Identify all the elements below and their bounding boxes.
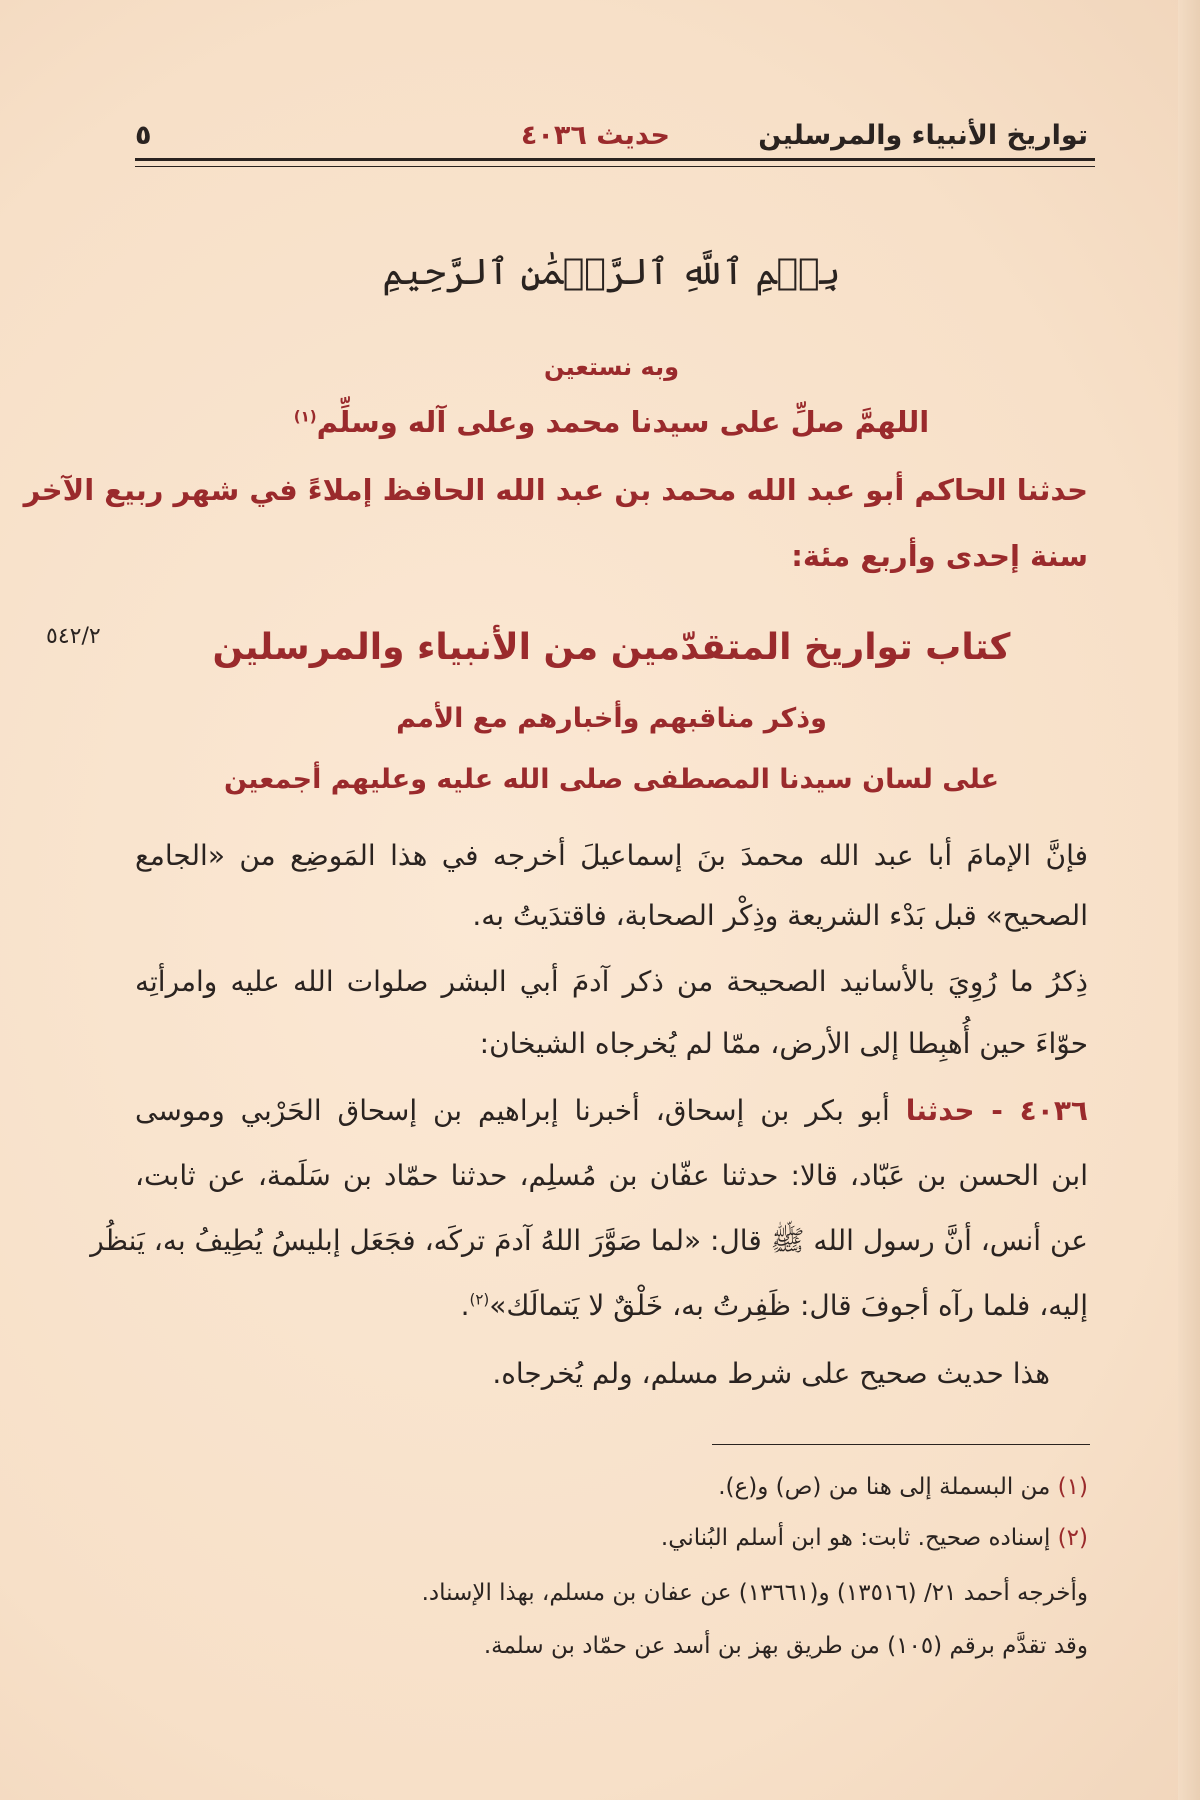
isnad-line: حدثنا الحاكم أبو عبد الله محمد بن عبد الله الحافظ إملاءً في شهر ربيع الآخر <box>23 473 1088 507</box>
hadith-verdict: هذا حديث صحيح على شرط مسلم، ولم يُخرجاه. <box>492 1357 1050 1390</box>
footnote-ref: (١) <box>293 407 317 426</box>
footnote: (٢) إسناده صحيح. ثابت: هو ابن أسلم البُناني. <box>660 1525 1088 1551</box>
book-subtitle: على لسان سيدنا المصطفى صلى الله عليه وعليهم أجمعين <box>223 764 1000 795</box>
footnote: وأخرجه أحمد ٢١/ (١٣٥١٦) و(١٣٦٦١) عن عفان بن مسلم، بهذا الإسناد. <box>421 1580 1088 1606</box>
paragraph-line: الصحيح» قبل بَدْء الشريعة وذِكْر الصحابة، فاقتدَيتُ به. <box>472 899 1088 932</box>
salawat: اللهمَّ صلِّ على سيدنا محمد وعلى آله وسلِّم$^{(١)}$ <box>293 405 930 439</box>
footnote-ref: (٢) <box>469 1290 490 1309</box>
paragraph-line: حوّاءَ حين أُهبِطا إلى الأرض، ممّا لم يُخرجاه الشيخان: <box>479 1027 1088 1060</box>
page-number: ٥ <box>135 120 152 151</box>
hadith-line: ابن الحسن بن عَبّاد، قالا: حدثنا عفّان بن مُسلِم، حدثنا حمّاد بن سَلَمة، عن ثابت، <box>135 1159 1088 1192</box>
book-title: كتاب تواريخ المتقدّمين من الأنبياء والمرسلين <box>212 627 1011 668</box>
isnad-line: سنة إحدى وأربع مئة: <box>791 539 1088 573</box>
basmala: بِسۡمِ ٱللَّهِ ٱلرَّحۡمَٰنِ ٱلرَّحِيمِ <box>382 252 841 293</box>
hadith-label: حديث ٤٠٣٦ <box>520 120 670 151</box>
page-edge <box>1178 0 1200 1800</box>
footnote: وقد تقدَّم برقم (١٠٥) من طريق بهز بن أسد عن حمّاد بن سلمة. <box>483 1633 1088 1659</box>
paragraph-line: ذِكرُ ما رُوِيَ بالأسانيد الصحيحة من ذكر آدمَ أبي البشر صلوات الله عليه وامرأتِه <box>135 965 1088 998</box>
hadith-line: ٤٠٣٦ - حدثنا أبو بكر بن إسحاق، أخبرنا إبراهيم بن إسحاق الحَرْبي وموسى <box>135 1094 1088 1127</box>
header-rule <box>135 158 1095 167</box>
hadith-number: ٤٠٣٦ - حدثنا <box>905 1094 1088 1127</box>
running-title: تواريخ الأنبياء والمرسلين <box>758 120 1088 151</box>
hadith-line: عن أنس، أنَّ رسول الله ﷺ قال: «لما صَوَّرَ اللهُ آدمَ تركَه، فجَعَل إبليسُ يُطِيفُ به، يَنظُر <box>90 1224 1088 1257</box>
book-subtitle: وذكر مناقبهم وأخبارهم مع الأمم <box>396 703 827 734</box>
footnote: (١) من البسملة إلى هنا من (ص) و(ع). <box>718 1474 1088 1500</box>
hadith-line: إليه، فلما رآه أجوفَ قال: ظَفِرتُ به، خَلْقٌ لا يَتمالَك»$^{(٢)}$. <box>460 1289 1088 1322</box>
paragraph-line: فإنَّ الإمامَ أبا عبد الله محمدَ بنَ إسماعيلَ أخرجه في هذا المَوضِع من «الجامع <box>135 839 1088 872</box>
footnote-rule <box>712 1444 1090 1445</box>
margin-reference: ٥٤٢/٢ <box>46 624 101 649</box>
istiana: وبه نستعين <box>543 353 679 381</box>
